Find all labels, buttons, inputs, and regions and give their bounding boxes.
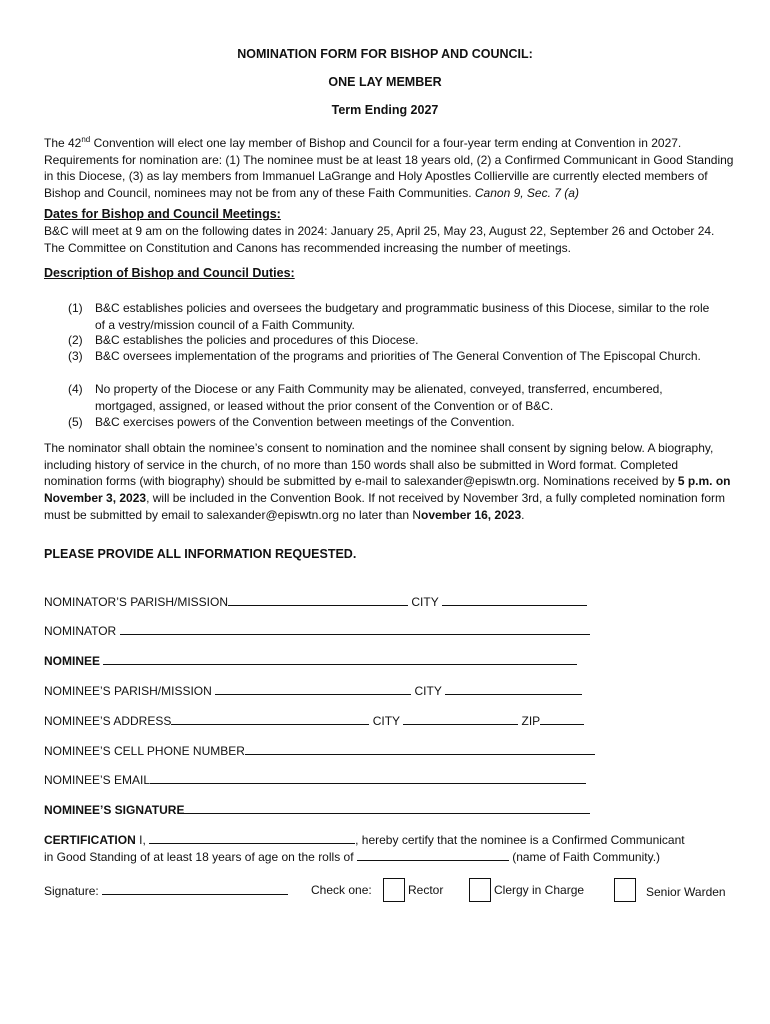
address-city-field[interactable] — [403, 713, 518, 725]
address-city-label: CITY — [372, 714, 400, 728]
nominator-row — [44, 623, 590, 638]
cell-field[interactable] — [245, 743, 595, 755]
footer-signature-field[interactable] — [102, 883, 288, 895]
email-field[interactable] — [150, 772, 586, 784]
nominee-label: NOMINEE — [44, 654, 101, 668]
cell-label: NOMINEE’S CELL PHONE NUMBER — [44, 744, 245, 758]
meetings-text: B&C will meet at 9 am on the following dates in 2024: January 25, April 25, May 23, August 22, September 26 and October 24. The Committee on Constitution and Canons has recommended increasing the number of meetings. — [44, 224, 715, 255]
nominee-signature-field[interactable] — [184, 802, 590, 814]
nominee-city-label: CITY — [414, 684, 442, 698]
nominee-address-row — [44, 713, 584, 728]
clergy-in-charge-label: Clergy in Charge — [494, 883, 585, 897]
duty-text: B&C oversees implementation of the programs and priorities of The General Convention of The Episcopal Church. — [95, 349, 701, 363]
email-label: NOMINEE’S EMAIL — [44, 773, 151, 787]
duty-text: B&C establishes policies and oversees the budgetary and programmatic business of this Diocese, similar to the role of a vestry/mission council of a Faith Community. — [95, 301, 710, 332]
zip-field[interactable] — [540, 713, 584, 725]
duty-number: (5) — [68, 415, 83, 429]
duty-number: (4) — [68, 382, 83, 396]
intro-sup: nd — [81, 135, 91, 144]
intro-paragraph — [44, 132, 734, 202]
signature-row — [44, 802, 590, 817]
deadline-first: 5 p.m. on November 3, 2023 — [44, 474, 731, 506]
duty-number: (1) — [68, 301, 83, 315]
check-one-label: Check one: — [311, 883, 372, 897]
email-row — [44, 772, 586, 787]
footer-signature-label: Signature: — [44, 884, 99, 898]
footer-signature-row — [44, 883, 288, 898]
zip-label: ZIP — [521, 714, 541, 728]
nominator-parish-field[interactable] — [228, 594, 408, 606]
nominator-parish-label: NOMINATOR’S PARISH/MISSION — [44, 595, 229, 609]
nominator-city-label: CITY — [411, 595, 439, 609]
duties-heading: Description of Bishop and Council Duties: — [44, 266, 295, 280]
certification-text2: in Good Standing of at least 18 years of age on the rolls of — [44, 850, 357, 864]
nominee-signature-label: NOMINEE’S SIGNATURE — [44, 803, 185, 817]
instructions-part1: The nominator shall obtain the nominee’s consent to nomination and the nominee shall consent by signing below. A biography, including history of service in the church, of no more than 150 words shall also be submitted in Word format. Completed nomination forms (with biography) should be submitted by e-mail to salexander@episwtn.org. Nominations received by — [44, 441, 714, 489]
form-title: NOMINATION FORM FOR BISHOP AND COUNCIL: — [237, 47, 533, 61]
duty-number: (3) — [68, 349, 83, 363]
certifier-name-field[interactable] — [149, 832, 355, 844]
nominator-label: NOMINATOR — [44, 624, 117, 638]
duty-text: No property of the Diocese or any Faith Community may be alienated, conveyed, transferred, encumbered, mortgaged, assigned, or leased without the prior consent of the Convention or of B&C. — [95, 382, 663, 413]
nominee-parish-field[interactable] — [215, 683, 411, 695]
nominee-field[interactable] — [103, 653, 577, 665]
nominator-parish-row — [44, 594, 587, 609]
intro-pre: The 42 — [44, 136, 82, 150]
senior-warden-checkbox[interactable] — [614, 878, 636, 902]
certification-text1: , hereby certify that the nominee is a Confirmed Communicant — [355, 833, 685, 847]
certification-label: CERTIFICATION — [44, 833, 136, 847]
deadline-final: ovember 16, 2023 — [421, 507, 522, 522]
duty-text: B&C establishes the policies and procedures of this Diocese. — [95, 333, 419, 347]
certification-line1 — [44, 832, 685, 847]
nominator-field[interactable] — [120, 623, 590, 635]
cell-row — [44, 743, 595, 758]
nominee-city-field[interactable] — [445, 683, 582, 695]
nominee-address-field[interactable] — [171, 713, 369, 725]
meetings-heading: Dates for Bishop and Council Meetings: — [44, 207, 281, 221]
rector-checkbox[interactable] — [383, 878, 405, 902]
faith-community-field[interactable] — [357, 849, 509, 861]
certification-line2 — [44, 849, 660, 864]
canon-reference: Canon 9, Sec. 7 (a) — [474, 186, 579, 201]
certification-i: I, — [135, 833, 150, 847]
form-subtitle: ONE LAY MEMBER — [328, 75, 442, 89]
nominee-address-label: NOMINEE’S ADDRESS — [44, 714, 172, 728]
duty-number: (2) — [68, 333, 83, 347]
instructions-part3: . — [521, 507, 525, 522]
nominee-parish-label: NOMINEE’S PARISH/MISSION — [44, 684, 212, 698]
duty-text: B&C exercises powers of the Convention between meetings of the Convention. — [95, 415, 515, 429]
rector-label: Rector — [408, 883, 444, 897]
intro-text: Convention will elect one lay member of Bishop and Council for a four-year term ending at Convention in 2027. Requirements for nomination are: (1) The nominee must be at least 18 years old, (2) a Confirmed Communicant in Good Standing in this Diocese, (3) as lay members from Immanuel LaGrange and Holy Apostles Collierville are currently elected members of Bishop and Council, nominees may not be from any of these Faith Communities. — [44, 136, 734, 201]
nominee-row — [44, 653, 577, 668]
senior-warden-label: Senior Warden — [646, 885, 726, 899]
nominee-parish-row — [44, 683, 582, 698]
term-ending: Term Ending 2027 — [331, 103, 439, 117]
clergy-in-charge-checkbox[interactable] — [469, 878, 491, 902]
certification-text3: (name of Faith Community.) — [508, 850, 661, 864]
nominator-city-field[interactable] — [442, 594, 587, 606]
instructions-part2: , will be included in the Convention Book. If not received by November 3rd, a fully completed nomination form must be submitted by email to salexander@episwtn.org no later than N — [44, 491, 726, 522]
please-provide-notice: PLEASE PROVIDE ALL INFORMATION REQUESTED. — [44, 547, 357, 561]
nominator-instructions — [44, 440, 734, 524]
